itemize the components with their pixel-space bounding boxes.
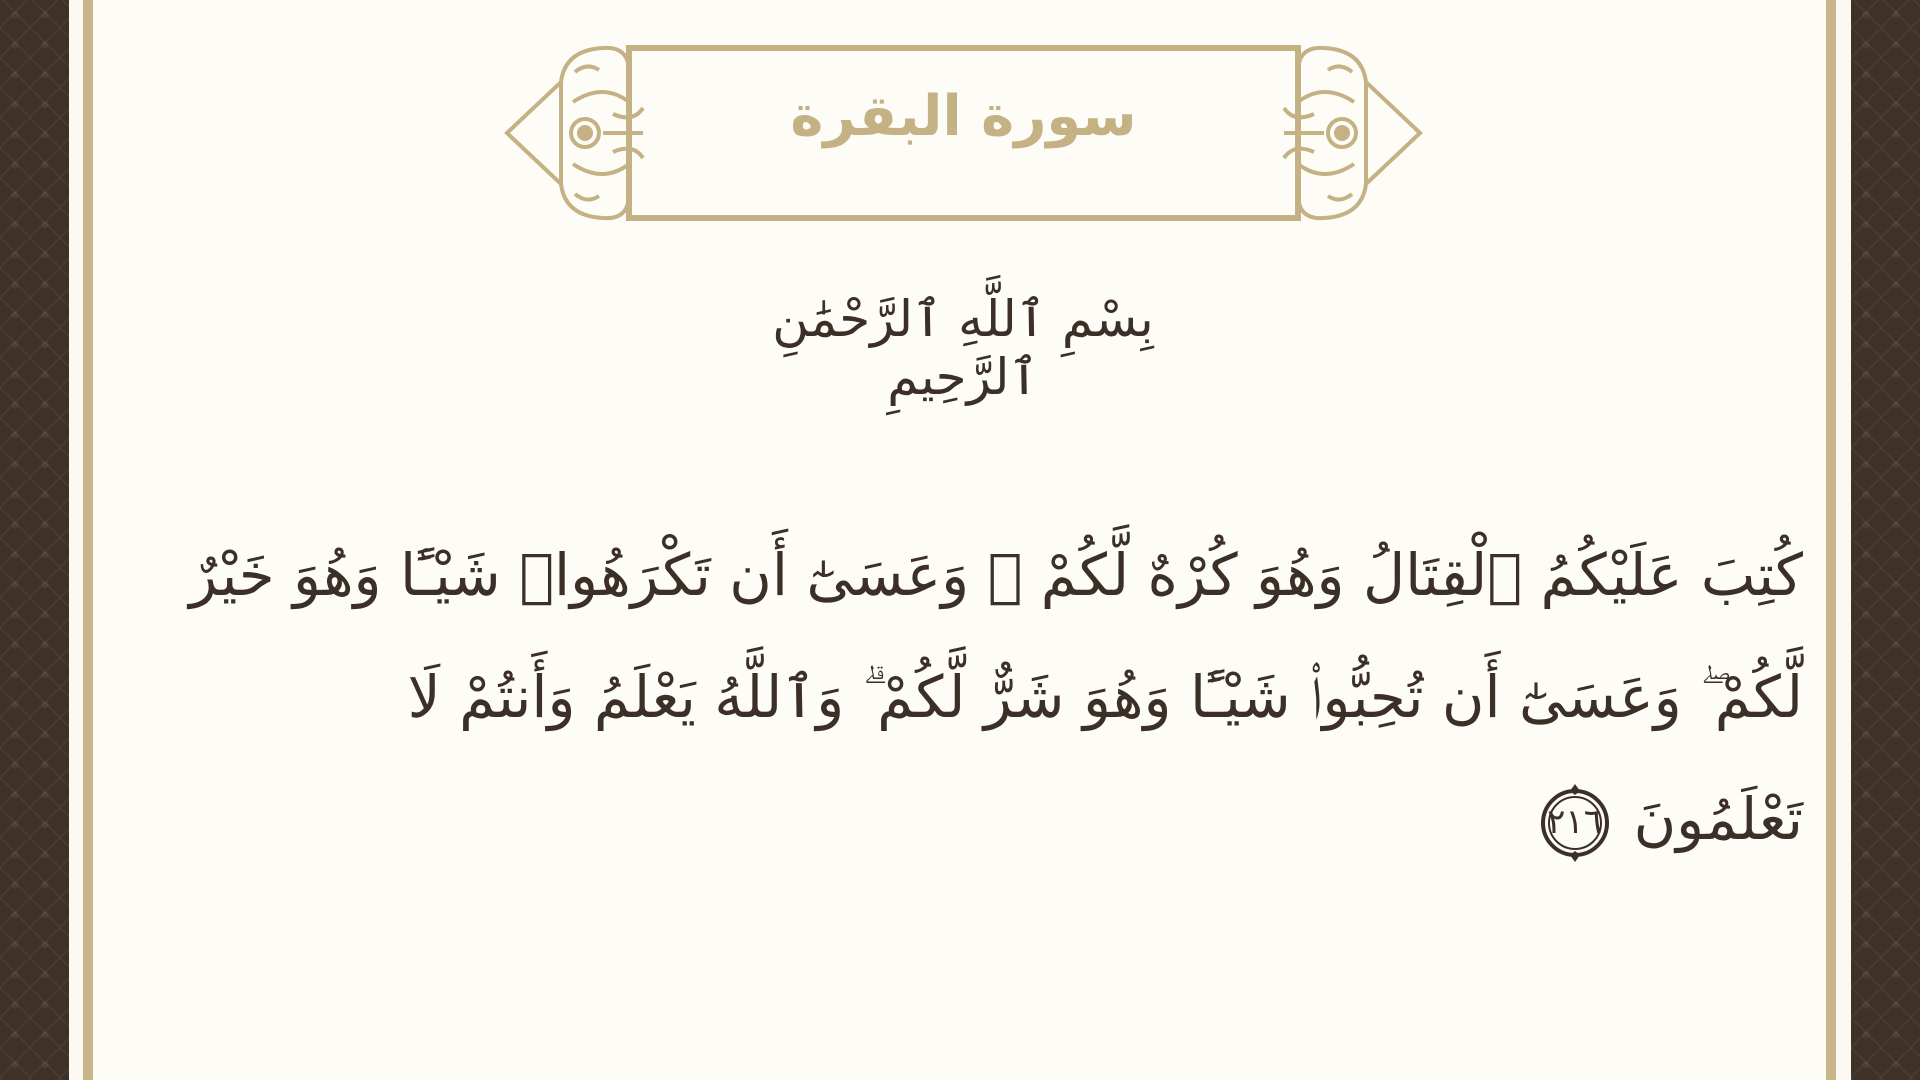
verse-line-2: لَّكُمْ ۖ وَعَسَىٰٓ أَن تُحِبُّوا۟ شَيْـًٔا وَهُوَ شَرٌّ لَّكُمْ ۗ وَٱللَّهُ يَعْلَمُ وَأَنتُمْ لَا — [407, 663, 1803, 731]
left-gold-rule — [83, 0, 93, 1080]
verse-line-1: كُتِبَ عَلَيْكُمُ ٱلْقِتَالُ وَهُوَ كُرْهٌ لَّكُمْ ۖ وَعَسَىٰٓ أَن تَكْرَهُوا۟ شَيْـًٔا وَهُوَ خَيْرٌ — [189, 541, 1803, 609]
basmala: بِسْمِ ٱللَّهِ ٱلرَّحْمَٰنِ ٱلرَّحِيمِ — [772, 290, 1154, 406]
ayah-number: ٢١٦ — [1547, 801, 1602, 842]
ayah-end-icon — [1534, 782, 1616, 864]
left-inner-border — [69, 0, 83, 1080]
surah-title: سورة البقرة — [790, 84, 1137, 149]
verse-line-3 — [163, 758, 1803, 880]
left-pattern-border — [0, 0, 69, 1080]
right-gold-rule — [1826, 0, 1836, 1080]
surah-header — [503, 42, 1424, 224]
verse-line-3-text: تَعْلَمُونَ — [1633, 785, 1803, 853]
right-inner-border — [1836, 0, 1851, 1080]
page-content — [93, 0, 1826, 1080]
verse-text — [163, 514, 1803, 880]
right-pattern-border — [1851, 0, 1920, 1080]
